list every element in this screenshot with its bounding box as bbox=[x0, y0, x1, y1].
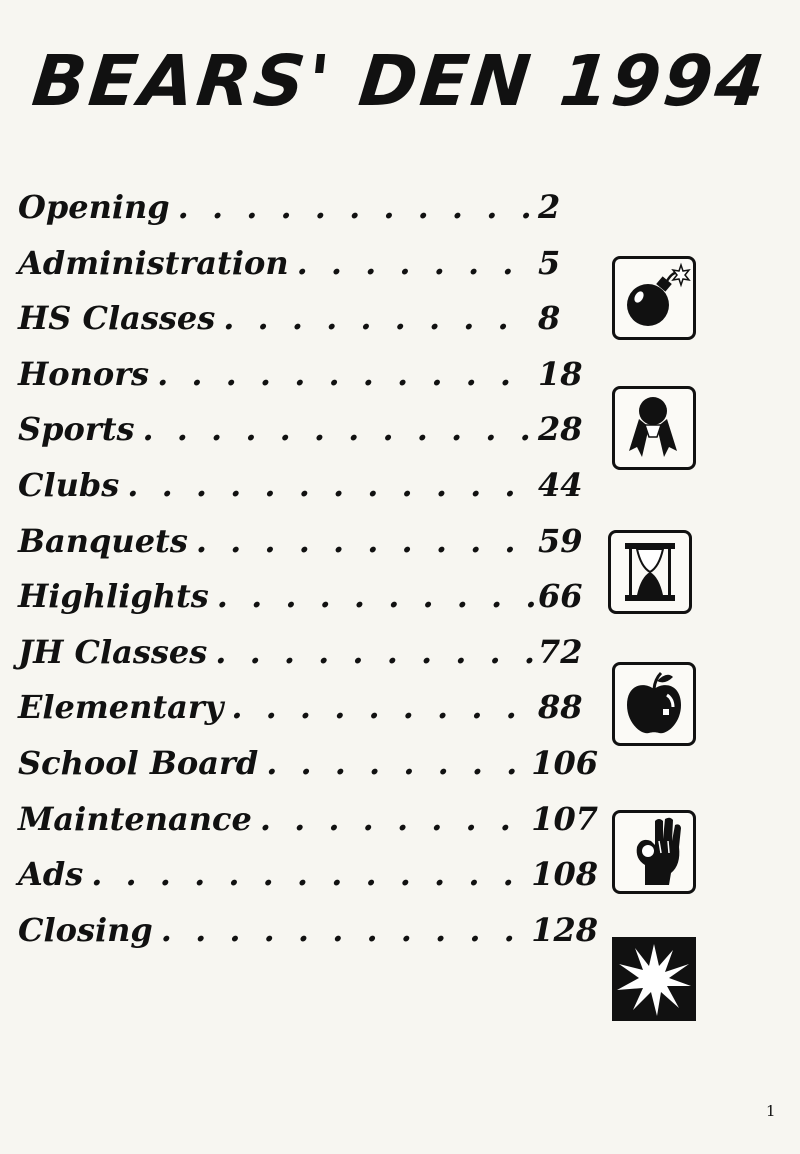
apple-icon-graphic bbox=[615, 665, 693, 743]
table-of-contents bbox=[18, 188, 598, 966]
toc-page-number: 66 bbox=[538, 577, 583, 616]
toc-page-number: 44 bbox=[538, 465, 583, 504]
dot-leader bbox=[161, 911, 527, 949]
toc-entry-banquets[interactable] bbox=[18, 522, 598, 578]
toc-entry-sports[interactable] bbox=[18, 410, 598, 466]
toc-entry-hs-classes[interactable] bbox=[18, 299, 598, 355]
dot-leader bbox=[260, 800, 527, 838]
dot-leader bbox=[215, 633, 534, 671]
toc-label: Elementary bbox=[18, 688, 224, 727]
starburst-icon-graphic bbox=[615, 940, 693, 1018]
toc-label: School Board bbox=[18, 743, 259, 782]
toc-label: Clubs bbox=[18, 465, 120, 504]
toc-label: Closing bbox=[18, 910, 153, 949]
toc-entry-ads[interactable] bbox=[18, 855, 598, 911]
bomb-icon bbox=[612, 256, 696, 340]
page-title: BEARS' DEN 1994 bbox=[28, 40, 772, 122]
toc-page-number: 108 bbox=[531, 855, 598, 894]
dot-leader bbox=[231, 688, 534, 726]
dot-leader bbox=[217, 577, 534, 615]
toc-entry-school-board[interactable] bbox=[18, 744, 598, 800]
ribbon-medal-icon-graphic bbox=[615, 389, 693, 467]
dot-leader bbox=[127, 466, 534, 504]
toc-entry-highlights[interactable] bbox=[18, 577, 598, 633]
toc-page-number: 88 bbox=[538, 688, 583, 727]
toc-page-number: 8 bbox=[538, 299, 561, 338]
toc-page-number: 59 bbox=[538, 521, 583, 560]
toc-entry-clubs[interactable] bbox=[18, 466, 598, 522]
toc-entry-closing[interactable] bbox=[18, 911, 598, 967]
bomb-icon-graphic bbox=[615, 259, 693, 337]
toc-label: Honors bbox=[18, 354, 150, 393]
dot-leader bbox=[142, 410, 534, 448]
apple-icon bbox=[612, 662, 696, 746]
toc-page-number: 18 bbox=[538, 354, 583, 393]
toc-label: Maintenance bbox=[18, 799, 252, 838]
toc-entry-jh-classes[interactable] bbox=[18, 633, 598, 689]
toc-label: JH Classes bbox=[18, 632, 208, 671]
toc-page-number: 72 bbox=[538, 632, 583, 671]
toc-entry-elementary[interactable] bbox=[18, 688, 598, 744]
toc-label: Sports bbox=[18, 410, 135, 449]
toc-entry-honors[interactable] bbox=[18, 355, 598, 411]
toc-label: Ads bbox=[18, 855, 84, 894]
starburst-icon bbox=[612, 937, 696, 1021]
dot-leader bbox=[157, 355, 534, 393]
dot-leader bbox=[91, 855, 527, 893]
toc-entry-administration[interactable] bbox=[18, 244, 598, 300]
toc-entry-maintenance[interactable] bbox=[18, 800, 598, 856]
ribbon-medal-icon bbox=[612, 386, 696, 470]
toc-entry-opening[interactable] bbox=[18, 188, 598, 244]
toc-label: Opening bbox=[18, 188, 170, 226]
toc-page-number: 5 bbox=[538, 243, 561, 282]
ok-hand-icon-graphic bbox=[615, 813, 693, 891]
toc-label: HS Classes bbox=[18, 299, 216, 338]
page-number: 1 bbox=[766, 1102, 776, 1120]
toc-label: Administration bbox=[18, 243, 289, 282]
toc-page-number: 2 bbox=[538, 188, 561, 226]
toc-label: Banquets bbox=[18, 521, 188, 560]
dot-leader bbox=[196, 522, 534, 560]
hourglass-icon bbox=[608, 530, 692, 614]
toc-label: Highlights bbox=[18, 577, 209, 616]
toc-page-number: 128 bbox=[531, 910, 598, 949]
dot-leader bbox=[297, 244, 534, 282]
dot-leader bbox=[223, 299, 534, 337]
toc-page-number: 107 bbox=[531, 799, 598, 838]
toc-page-number: 28 bbox=[538, 410, 583, 449]
dot-leader bbox=[178, 188, 534, 226]
ok-hand-icon bbox=[612, 810, 696, 894]
hourglass-icon-graphic bbox=[611, 533, 689, 611]
dot-leader bbox=[266, 744, 527, 782]
toc-page-number: 106 bbox=[531, 743, 598, 782]
